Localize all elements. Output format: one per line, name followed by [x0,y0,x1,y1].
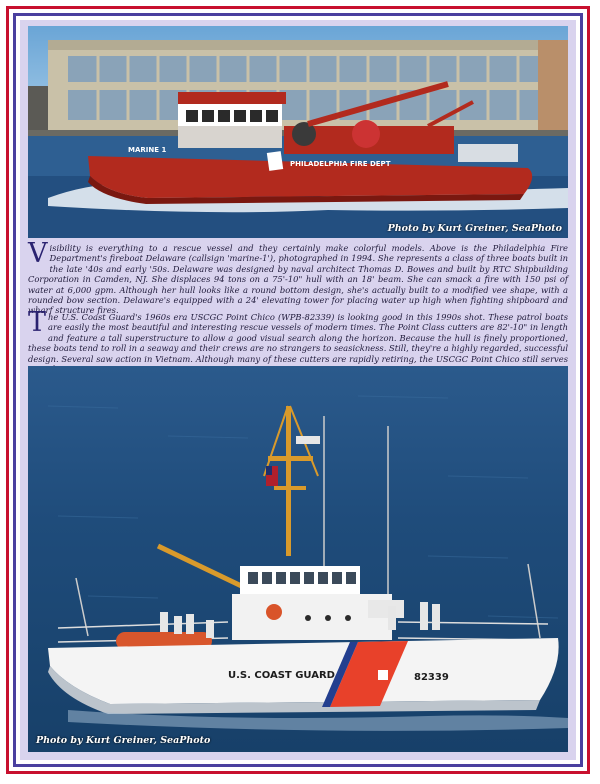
photo1-credit: Photo by Kurt Greiner, SeaPhoto [387,223,562,234]
paragraph-2-text: he U.S. Coast Guard's 1960s era USCGC Point Chico (WPB-82339) is looking good in this 1990s shot. These patrol boats are easily the most beautiful and interesting rescue vessels of modern times. The Point Class cutters are 82'-10" in length and feature a tall superstructure to allow a good visual search along the horizon. Because the hull is finely proportioned, these boats tend to roll in a seaway and their crews are no strangers to seasickness. Still, they're a highly regarded, successful design. Several saw action in Vietnam. Although many of these cutters are rapidly retiring, the USCGC Point Chico still serves [28,312,568,364]
photo2-credit: Photo by Kurt Greiner, SeaPhoto [36,735,211,746]
paragraph-1-text: isibility is everything to a rescue vessel and they certainly make colorful models. Above is the Philadelphia Fire Department's fireboat Delaware (callsign 'marine-1'), photographed in 1994. She represents a class of three boats built in the late '40s and early '50s. Delaware was designed by naval architect Thomas D. Bowes and built by RTC Shipbuilding Corporation in Camden, NJ. She displaces 94 tons on a 75'-10" hull with an 18' beam. She can smack a fire with 150 psi of water at 6,000 gpm. Although her hull looks like a round bottom design, she's actually built to a modified vee shape, with a rounded bow section. Delaware's equipped with a 24' elevating tower for placing water up high when fighting shipboard and wharf structure fires. [28,243,568,316]
fireboat-description [28,238,568,316]
cutter-side-text: U.S. COAST GUARD [228,670,335,681]
coast-guard-cutter-photo [28,366,568,752]
dropcap-2: T [28,307,47,338]
magazine-page [20,20,576,760]
fireboat-photo [28,26,568,238]
fireboat-scene [28,26,568,238]
cutter-scene [28,366,568,752]
fireboat-side-text: PHILADELPHIA FIRE DEPT [290,160,391,168]
cutter-hull-number: 82339 [414,672,449,683]
fireboat-bow-text: MARINE 1 [128,146,167,154]
dropcap-1: V [28,238,48,269]
